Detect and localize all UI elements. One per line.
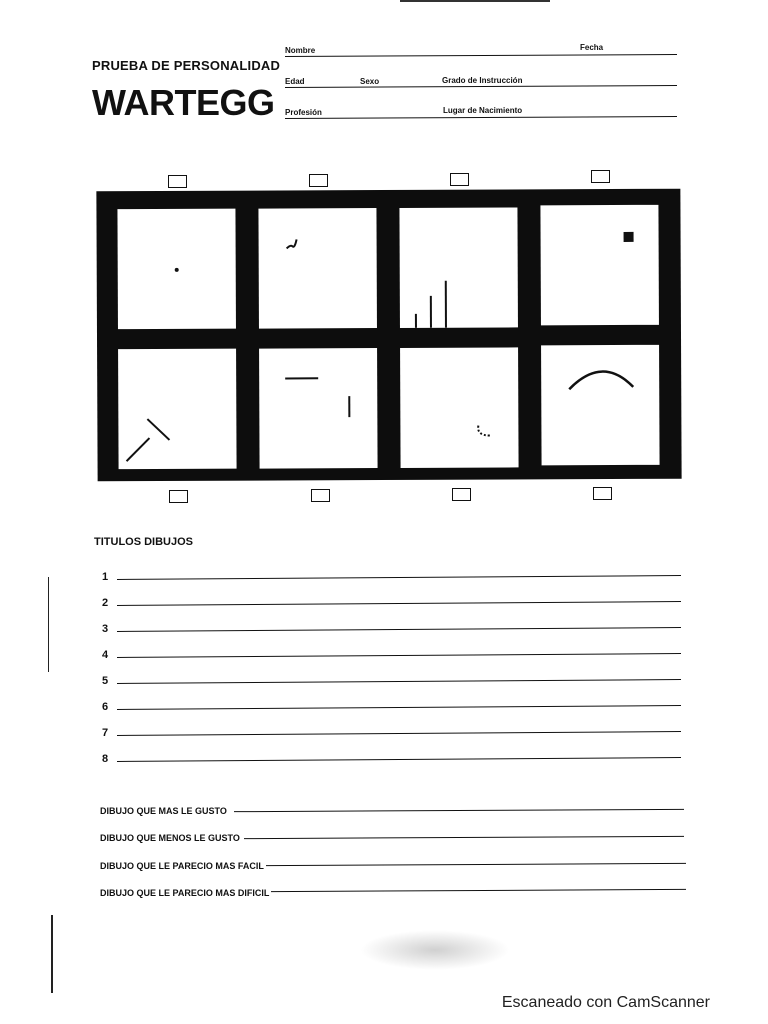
question-hardest: DIBUJO QUE LE PARECIO MAS DIFICIL: [100, 888, 270, 898]
camscanner-watermark: Escaneado con CamScanner: [501, 994, 710, 1011]
titles-heading: TITULOS DIBUJOS: [94, 536, 194, 548]
sex-label: Sexo: [360, 77, 380, 86]
profession-label: Profesión: [285, 108, 322, 117]
answer-hardest-line[interactable]: [271, 889, 686, 893]
margin-mark-upper: [48, 577, 49, 672]
answer-liked-least-line[interactable]: [244, 836, 684, 840]
question-easiest: DIBUJO QUE LE PARECIO MAS FACIL: [100, 861, 264, 871]
age-sex-education-line[interactable]: [285, 85, 677, 88]
profession-birthplace-line[interactable]: [285, 116, 677, 119]
stimulus-large-arc: [541, 345, 660, 466]
checkbox-drawing-3[interactable]: [450, 173, 469, 186]
title-line-2[interactable]: [117, 601, 681, 606]
drawing-grid-frame: [96, 189, 681, 482]
drawing-cell-5[interactable]: [118, 349, 237, 470]
title-line-5[interactable]: [117, 679, 681, 684]
stimulus-dot: [117, 209, 236, 330]
title-line-7[interactable]: [117, 731, 681, 736]
name-label: Nombre: [285, 46, 316, 55]
age-label: Edad: [285, 77, 305, 86]
answer-liked-most-line[interactable]: [234, 809, 684, 813]
checkbox-drawing-5[interactable]: [169, 490, 188, 503]
drawing-cell-1[interactable]: [117, 209, 236, 330]
title-number-6: 6: [102, 701, 109, 713]
date-label: Fecha: [580, 43, 604, 52]
title-number-1: 1: [102, 571, 109, 583]
title-line-6[interactable]: [117, 705, 681, 710]
checkbox-drawing-1[interactable]: [168, 175, 187, 188]
title-number-5: 5: [102, 675, 109, 687]
title-line-1[interactable]: [117, 575, 681, 580]
drawing-cell-3[interactable]: [399, 207, 518, 328]
test-title: WARTEGG: [92, 82, 275, 123]
question-liked-most: DIBUJO QUE MAS LE GUSTO: [100, 806, 227, 816]
stimulus-ascending-lines: [399, 207, 518, 328]
checkbox-drawing-6[interactable]: [311, 489, 330, 502]
scan-smudge: [360, 930, 510, 970]
answer-easiest-line[interactable]: [266, 863, 686, 867]
title-number-8: 8: [102, 753, 109, 765]
stimulus-black-square: [540, 205, 659, 326]
margin-mark-lower: [51, 915, 53, 993]
checkbox-drawing-8[interactable]: [593, 487, 612, 500]
education-label: Grado de Instrucción: [442, 76, 523, 85]
stimulus-two-diagonals: [118, 349, 237, 470]
title-number-2: 2: [102, 597, 109, 609]
title-number-4: 4: [102, 649, 109, 661]
checkbox-drawing-7[interactable]: [452, 488, 471, 501]
drawing-cell-7[interactable]: [400, 347, 519, 468]
title-line-8[interactable]: [117, 757, 681, 762]
stimulus-wavy-line: [258, 208, 377, 329]
test-subtitle: PRUEBA DE PERSONALIDAD: [92, 58, 281, 73]
question-liked-least: DIBUJO QUE MENOS LE GUSTO: [100, 833, 240, 843]
drawing-cell-6[interactable]: [259, 348, 378, 469]
stimulus-horizontal-vertical-lines: [259, 348, 378, 469]
drawing-cell-8[interactable]: [541, 345, 660, 466]
checkbox-drawing-2[interactable]: [309, 174, 328, 187]
top-edge-mark: [400, 0, 550, 2]
title-number-3: 3: [102, 623, 109, 635]
name-date-line[interactable]: [285, 54, 677, 57]
title-number-7: 7: [102, 727, 109, 739]
stimulus-dotted-arc: [400, 347, 519, 468]
title-line-3[interactable]: [117, 627, 681, 632]
checkbox-drawing-4[interactable]: [591, 170, 610, 183]
birthplace-label: Lugar de Nacimiento: [443, 106, 523, 115]
title-line-4[interactable]: [117, 653, 681, 658]
drawing-cell-4[interactable]: [540, 205, 659, 326]
drawing-cell-2[interactable]: [258, 208, 377, 329]
